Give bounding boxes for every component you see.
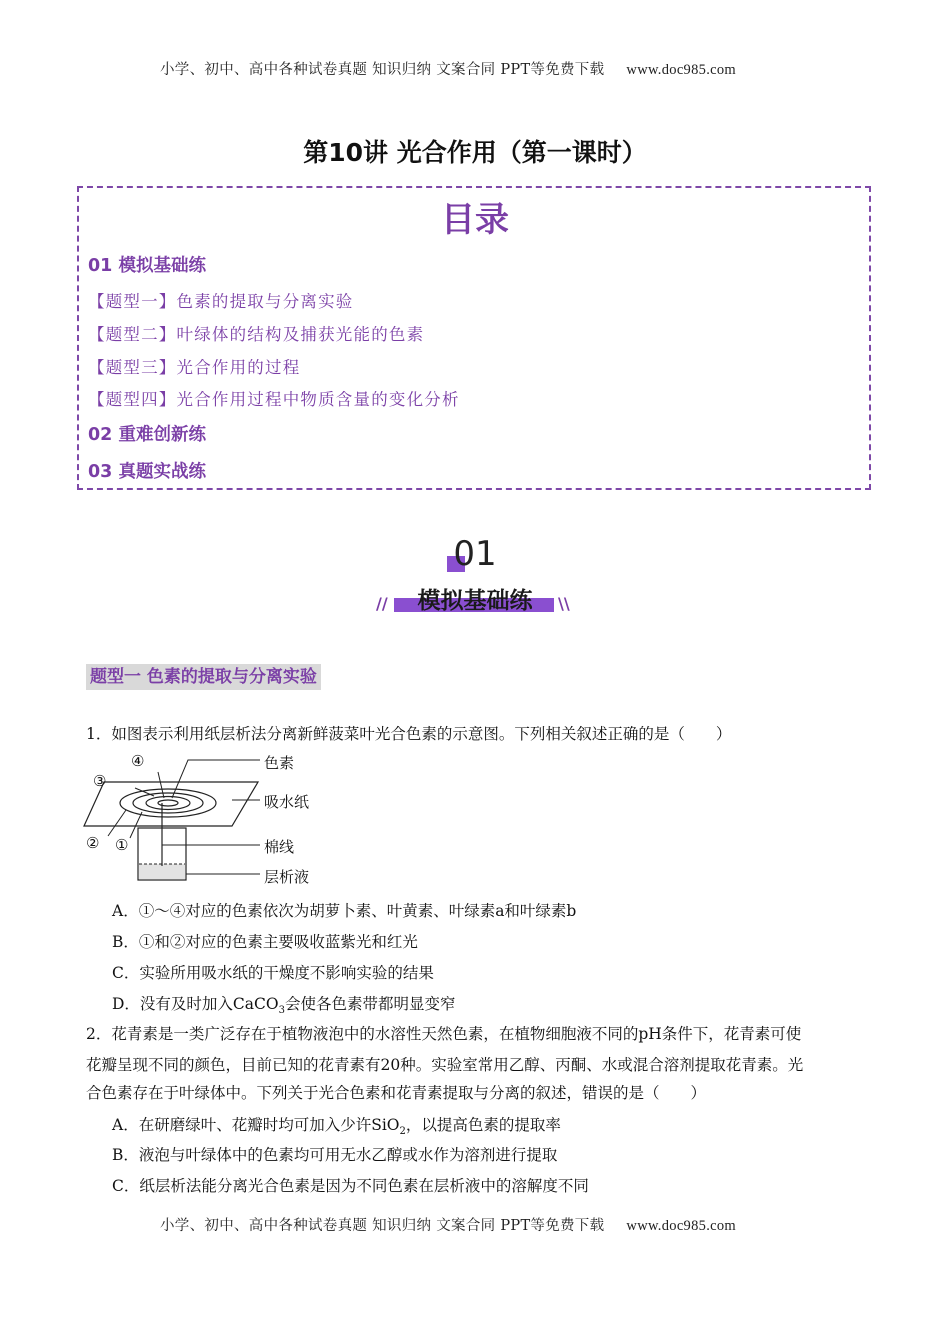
q1-option-b[interactable]: B．①和②对应的色素主要吸收蓝紫光和红光 <box>112 933 418 951</box>
label-4: ④ <box>131 752 145 770</box>
toc-heading: 目录 <box>441 200 509 240</box>
banner-right-slash-icon: \\ <box>558 594 570 613</box>
banner-number: 01 <box>453 534 497 574</box>
toc-section-1[interactable]: 01 模拟基础练 <box>88 256 206 276</box>
page-footer <box>160 1214 736 1235</box>
page-header <box>160 58 736 79</box>
banner-label: 模拟基础练 <box>417 588 533 614</box>
toc-item[interactable]: 【题型三】光合作用的过程 <box>88 358 301 377</box>
label-2: ② <box>86 834 100 852</box>
q1-option-d-text: D．没有及时加入CaCO <box>112 995 279 1013</box>
q2-option-c[interactable]: C．纸层析法能分离光合色素是因为不同色素在层析液中的溶解度不同 <box>112 1177 589 1195</box>
page-title: 第10讲 光合作用（第一课时） <box>303 138 647 167</box>
toc-item[interactable]: 【题型一】色素的提取与分离实验 <box>88 292 354 311</box>
toc-section-2[interactable]: 02 重难创新练 <box>88 425 206 445</box>
q1-option-c[interactable]: C．实验所用吸水纸的干燥度不影响实验的结果 <box>112 964 434 982</box>
q1-option-d[interactable] <box>112 992 456 1016</box>
toc-section-3[interactable]: 03 真题实战练 <box>88 462 206 482</box>
q1-option-a[interactable]: A．①～④对应的色素依次为胡萝卜素、叶黄素、叶绿素a和叶绿素b <box>112 902 577 920</box>
label-1: ① <box>115 836 129 854</box>
q1-figure <box>82 752 322 892</box>
q2-option-a-text: A．在研磨绿叶、花瓣时均可加入少许SiO <box>112 1116 400 1134</box>
toc-item[interactable]: 【题型四】光合作用过程中物质含量的变化分析 <box>88 390 460 409</box>
q1-option-d-sub: 3 <box>278 1005 285 1017</box>
header-text: 小学、初中、高中各种试卷真题 知识归纳 文案合同 PPT等免费下载 <box>160 62 605 78</box>
toc-item[interactable]: 【题型二】叶绿体的结构及捕获光能的色素 <box>88 325 425 344</box>
label-3: ③ <box>93 772 107 790</box>
banner-left-slash-icon: // <box>376 594 388 613</box>
label-chromatography-solution: 层析液 <box>264 868 310 886</box>
label-absorbent-paper: 吸水纸 <box>264 793 310 811</box>
q2-option-a-sub: 2 <box>399 1126 406 1138</box>
q2-option-a[interactable] <box>112 1113 561 1137</box>
label-pigment: 色素 <box>264 754 295 772</box>
footer-url[interactable]: www.doc985.com <box>626 1218 736 1234</box>
q2-stem-line2: 花瓣呈现不同的颜色，目前已知的花青素有20种。实验室常用乙醇、丙酮、水或混合溶剂提取花青素。光 <box>86 1056 804 1074</box>
q2-option-a-rest: ，以提高色素的提取率 <box>405 1116 561 1134</box>
q2-option-b[interactable]: B．液泡与叶绿体中的色素均可用无水乙醇或水作为溶剂进行提取 <box>112 1146 558 1164</box>
type-heading: 题型一 色素的提取与分离实验 <box>86 664 321 690</box>
q1-stem: 1．如图表示利用纸层析法分离新鲜菠菜叶光合色素的示意图。下列相关叙述正确的是（ ） <box>86 725 732 743</box>
q1-option-d-rest: 会使各色素带都明显变窄 <box>284 995 456 1013</box>
q2-stem-line3: 合色素存在于叶绿体中。下列关于光合色素和花青素提取与分离的叙述，错误的是（ ） <box>86 1084 707 1102</box>
label-cotton-thread: 棉线 <box>264 838 295 856</box>
header-url[interactable]: www.doc985.com <box>626 62 736 78</box>
footer-text: 小学、初中、高中各种试卷真题 知识归纳 文案合同 PPT等免费下载 <box>160 1218 605 1234</box>
q2-stem-line1: 2．花青素是一类广泛存在于植物液泡中的水溶性天然色素，在植物细胞液不同的pH条件下，花青素可使 <box>86 1025 802 1043</box>
